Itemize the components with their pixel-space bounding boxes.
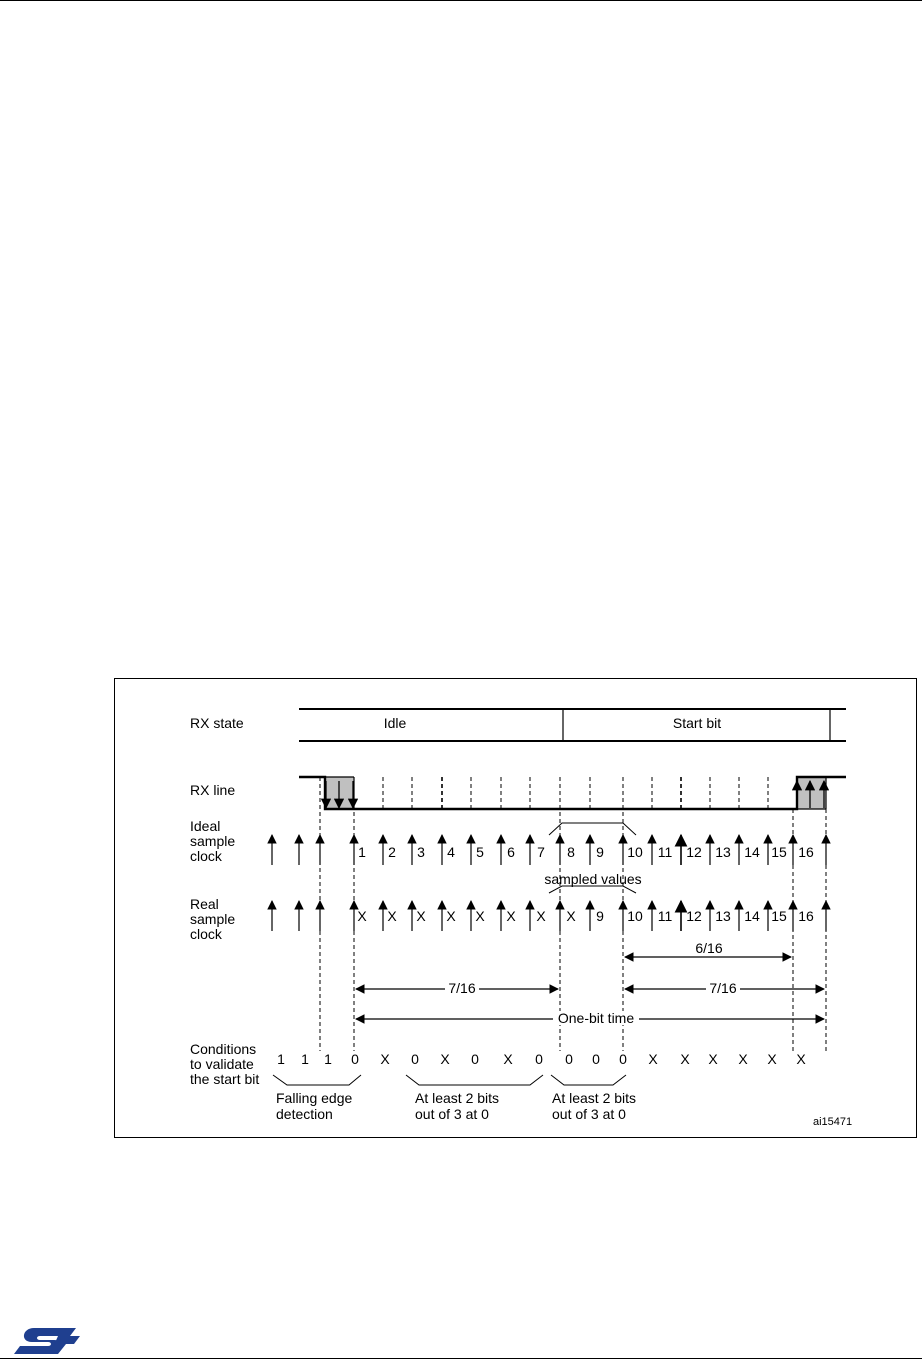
condition-value: 1 bbox=[324, 1051, 332, 1067]
ideal-number: 12 bbox=[686, 844, 702, 860]
label-real-3: clock bbox=[190, 926, 222, 942]
start-bit-detection-figure bbox=[114, 678, 917, 1138]
header-rule bbox=[0, 0, 922, 1]
state-start-bit: Start bit bbox=[672, 715, 722, 731]
timing-diagram bbox=[115, 679, 918, 1139]
rx-line-waveform bbox=[299, 777, 846, 809]
group-majority-b-2: out of 3 at 0 bbox=[552, 1106, 626, 1122]
real-value: X bbox=[506, 908, 516, 924]
condition-value: X bbox=[440, 1051, 450, 1067]
condition-value: X bbox=[767, 1051, 777, 1067]
ideal-number: 6 bbox=[507, 844, 515, 860]
ideal-number: 14 bbox=[744, 844, 760, 860]
ideal-number: 2 bbox=[388, 844, 396, 860]
figure-id: ai15471 bbox=[813, 1116, 853, 1128]
label-cond-1: Conditions bbox=[190, 1041, 257, 1057]
real-value: 15 bbox=[771, 908, 787, 924]
ideal-number: 1 bbox=[358, 844, 366, 860]
condition-value: 0 bbox=[535, 1051, 543, 1067]
rx-state-bar bbox=[299, 709, 846, 741]
real-value: X bbox=[387, 908, 397, 924]
real-value: X bbox=[416, 908, 426, 924]
ideal-number: 5 bbox=[476, 844, 484, 860]
ideal-number: 9 bbox=[596, 844, 604, 860]
condition-value: X bbox=[503, 1051, 513, 1067]
label-rx-line: RX line bbox=[190, 782, 236, 798]
label-ideal-3: clock bbox=[190, 848, 222, 864]
sampled-values-label: sampled values bbox=[544, 871, 642, 887]
ideal-sample-numbers bbox=[358, 844, 814, 860]
ideal-number: 16 bbox=[798, 844, 814, 860]
condition-value: 1 bbox=[277, 1051, 285, 1067]
interval-one-bit-time bbox=[356, 1010, 824, 1026]
condition-value: 0 bbox=[592, 1051, 600, 1067]
label-real-1: Real bbox=[190, 896, 219, 912]
condition-value: X bbox=[708, 1051, 718, 1067]
condition-value: 0 bbox=[411, 1051, 419, 1067]
ideal-number: 8 bbox=[567, 844, 575, 860]
ideal-number: 15 bbox=[771, 844, 787, 860]
interval-label: 7/16 bbox=[448, 980, 476, 996]
interval-label: 7/16 bbox=[709, 980, 737, 996]
label-rx-state: RX state bbox=[190, 715, 244, 731]
condition-value: 0 bbox=[351, 1051, 359, 1067]
label-cond-2: to validate bbox=[190, 1056, 254, 1072]
condition-value: 1 bbox=[301, 1051, 309, 1067]
real-value: 16 bbox=[798, 908, 814, 924]
real-value: X bbox=[446, 908, 456, 924]
ideal-number: 11 bbox=[657, 844, 673, 860]
st-logo-icon bbox=[10, 1322, 90, 1358]
label-ideal-1: Ideal bbox=[190, 818, 221, 834]
real-value: 11 bbox=[657, 908, 673, 924]
group-majority-b-1: At least 2 bits bbox=[552, 1090, 637, 1106]
real-value: 9 bbox=[596, 908, 604, 924]
real-value: 14 bbox=[744, 908, 760, 924]
ideal-number: 7 bbox=[537, 844, 545, 860]
condition-value: X bbox=[738, 1051, 748, 1067]
ideal-number: 10 bbox=[627, 844, 643, 860]
real-value: 13 bbox=[715, 908, 731, 924]
group-falling-edge-2: detection bbox=[276, 1106, 333, 1122]
real-value: X bbox=[357, 908, 367, 924]
state-idle: Idle bbox=[383, 715, 407, 731]
rising-edge-pulse bbox=[797, 777, 826, 809]
interval-seven-sixteenths-right bbox=[625, 980, 824, 996]
footer-rule bbox=[0, 1358, 922, 1359]
ideal-clock-arrows bbox=[272, 835, 826, 865]
group-majority-a-1: At least 2 bits bbox=[415, 1090, 500, 1106]
group-falling-edge-1: Falling edge bbox=[276, 1090, 353, 1106]
condition-value: X bbox=[680, 1051, 690, 1067]
real-value: 12 bbox=[686, 908, 702, 924]
real-value: X bbox=[566, 908, 576, 924]
real-value: 10 bbox=[627, 908, 643, 924]
real-sample-values bbox=[357, 908, 814, 924]
condition-value: 0 bbox=[565, 1051, 573, 1067]
real-value: X bbox=[475, 908, 485, 924]
label-ideal-2: sample bbox=[190, 833, 236, 849]
condition-value: X bbox=[648, 1051, 658, 1067]
condition-value: 0 bbox=[471, 1051, 479, 1067]
condition-value: X bbox=[380, 1051, 390, 1067]
real-value: X bbox=[536, 908, 546, 924]
real-clock-arrows bbox=[272, 901, 826, 931]
ideal-number: 3 bbox=[417, 844, 425, 860]
condition-value: X bbox=[796, 1051, 806, 1067]
condition-value: 0 bbox=[619, 1051, 627, 1067]
interval-seven-sixteenths-left bbox=[356, 980, 558, 996]
group-majority-a-2: out of 3 at 0 bbox=[415, 1106, 489, 1122]
label-real-2: sample bbox=[190, 911, 236, 927]
group-braces bbox=[273, 1075, 626, 1085]
interval-label: 6/16 bbox=[695, 940, 723, 956]
condition-values bbox=[277, 1051, 806, 1067]
label-cond-3: the start bit bbox=[190, 1071, 260, 1087]
ideal-number: 13 bbox=[715, 844, 731, 860]
interval-six-sixteenths bbox=[625, 940, 791, 957]
interval-label: One-bit time bbox=[557, 1010, 635, 1026]
ideal-number: 4 bbox=[447, 844, 455, 860]
